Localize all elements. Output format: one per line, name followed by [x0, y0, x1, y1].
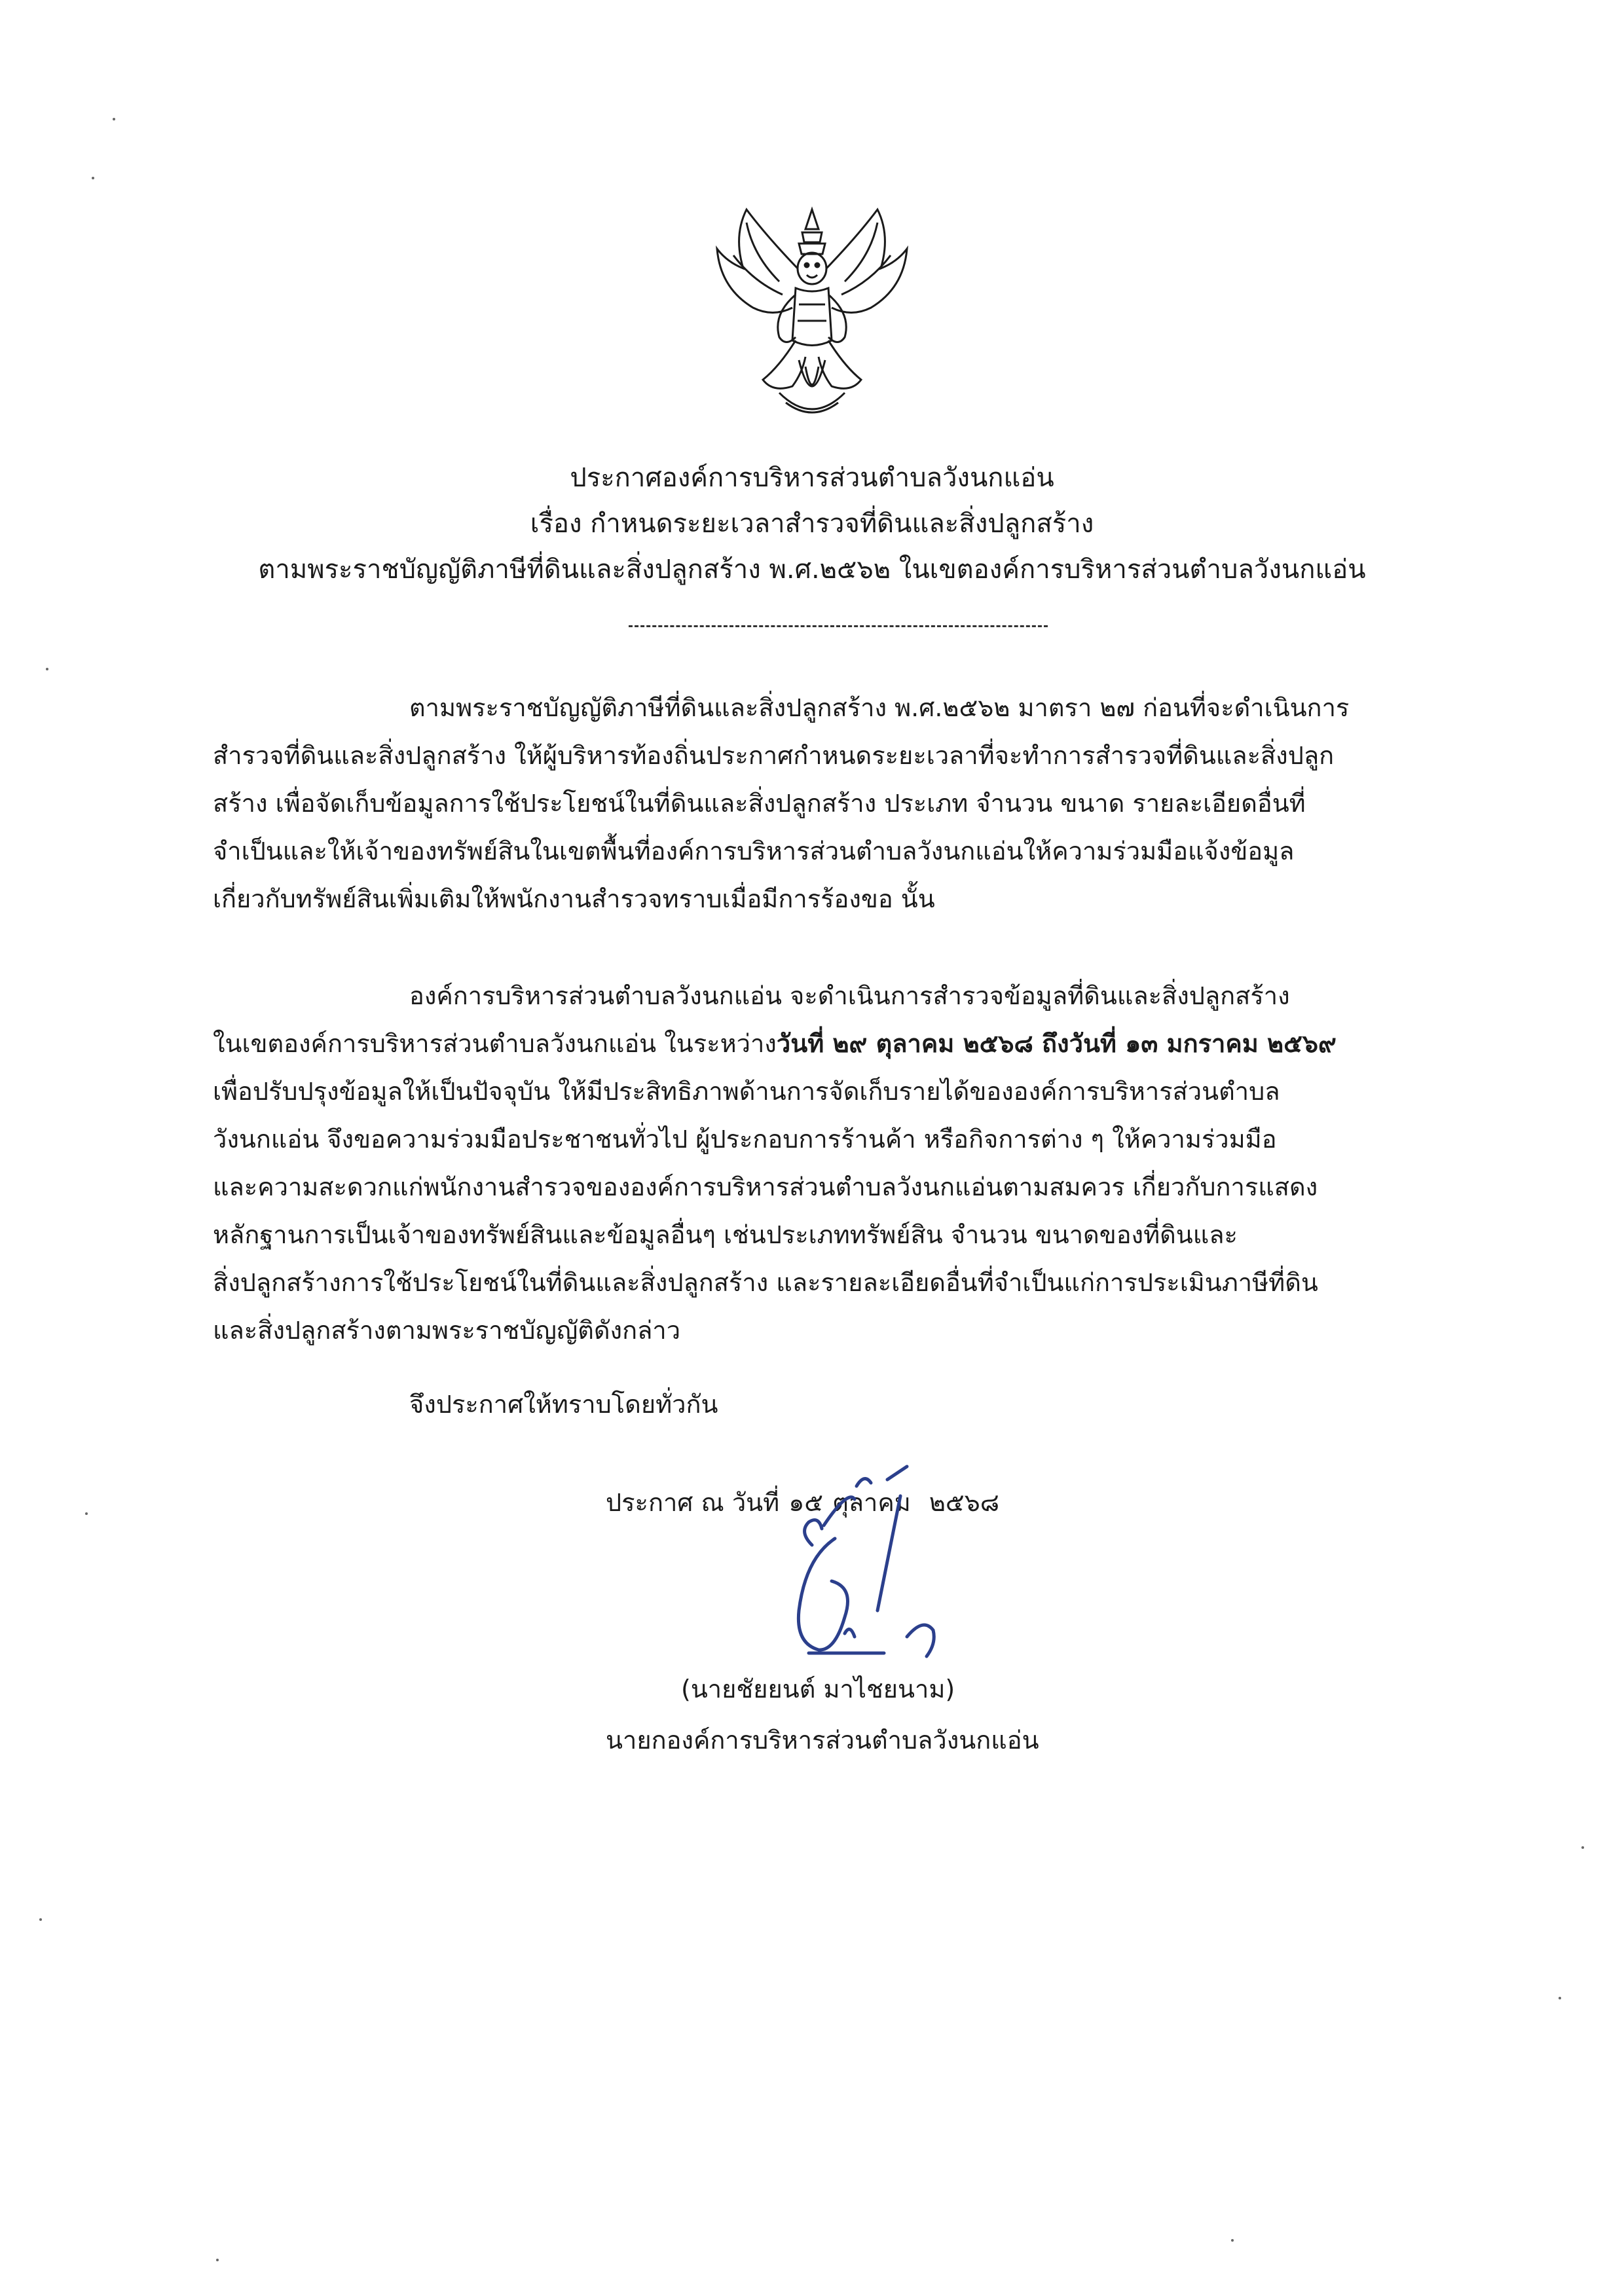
paragraph-line: จำเป็นและให้เจ้าของทรัพย์สินในเขตพื้นที่องค์การบริหารส่วนตำบลวังนกแอ่นให้ความร่วมมือแจ้งข้อมูล: [213, 837, 1295, 866]
dashed-divider: [629, 625, 1048, 627]
announcement-subject: เรื่อง กำหนดระยะเวลาสำรวจที่ดินและสิ่งปลูกสร้าง: [530, 509, 1094, 539]
paragraph-line: เพื่อปรับปรุงข้อมูลให้เป็นปัจจุบัน ให้มีประสิทธิภาพด้านการจัดเก็บรายได้ขององค์การบริหารส่วนตำบล: [213, 1077, 1280, 1106]
paragraph-line: เกี่ยวกับทรัพย์สินเพิ่มเติมให้พนักงานสำรวจทราบเมื่อมีการร้องขอ นั้น: [213, 884, 935, 913]
paragraph-legal-reference: [213, 684, 1457, 923]
paragraph-line: และสิ่งปลูกสร้างตามพระราชบัญญัติดังกล่าว: [213, 1316, 681, 1345]
scan-speck: [92, 177, 94, 179]
announcement-legal-basis: ตามพระราชบัญญัติภาษีที่ดินและสิ่งปลูกสร้าง พ.ศ.๒๕๖๒ ในเขตองค์การบริหารส่วนตำบลวังนกแอ่น: [258, 555, 1366, 585]
date-prefix: ประกาศ ณ วันที่: [606, 1488, 780, 1517]
closing-statement: จึงประกาศให้ทราบโดยทั่วกัน: [409, 1390, 718, 1419]
signer-title: นายกองค์การบริหารส่วนตำบลวังนกแอ่น: [606, 1726, 1039, 1755]
paragraph-line: หลักฐานการเป็นเจ้าของทรัพย์สินและข้อมูลอื่นๆ เช่นประเภททรัพย์สิน จำนวน ขนาดของที่ดินและ: [213, 1220, 1238, 1249]
scan-speck: [1559, 1997, 1561, 1999]
paragraph-line: วังนกแอ่น จึงขอความร่วมมือประชาชนทั่วไป ผู้ประกอบการร้านค้า หรือกิจการต่าง ๆ ให้ความร่วมมือ: [213, 1125, 1277, 1154]
scan-speck: [1231, 2239, 1234, 2242]
scan-speck: [85, 1512, 88, 1515]
signer-name: (นายชัยยนต์ มาไชยนาม): [681, 1675, 955, 1704]
paragraph-line: [213, 1020, 1457, 1068]
survey-period-text: วันที่ ๒๙ ตุลาคม ๒๕๖๘ ถึงวันที่ ๑๓ มกราคม ๒๕๖๙: [776, 1029, 1337, 1058]
date-month: ตุลาคม: [832, 1488, 911, 1517]
scan-speck: [46, 668, 48, 670]
paragraph-survey-notice: [213, 972, 1457, 1355]
signature-mark: [773, 1460, 995, 1683]
scan-speck: [39, 1918, 42, 1921]
paragraph-line: สำรวจที่ดินและสิ่งปลูกสร้าง ให้ผู้บริหารท้องถิ่นประกาศกำหนดระยะเวลาที่จะทำการสำรวจที่ดินและสิ่งปลูก: [213, 741, 1335, 770]
paragraph-line: สิ่งปลูกสร้างการใช้ประโยชน์ในที่ดินและสิ่งปลูกสร้าง และรายละเอียดอื่นที่จำเป็นแก่การประเมินภาษีที่ดิน: [213, 1268, 1318, 1297]
garuda-emblem-icon: [707, 196, 917, 432]
date-day: ๑๕: [788, 1488, 824, 1517]
scan-speck: [113, 118, 115, 120]
paragraph-line: และความสะดวกแก่พนักงานสำรวจขององค์การบริหารส่วนตำบลวังนกแอ่นตามสมควร เกี่ยวกับการแสดง: [213, 1173, 1318, 1201]
paragraph-line: สร้าง เพื่อจัดเก็บข้อมูลการใช้ประโยชน์ในที่ดินและสิ่งปลูกสร้าง ประเภท จำนวน ขนาด รายละเอียดอื่นที่: [213, 789, 1306, 818]
date-year: ๒๕๖๘: [929, 1488, 1000, 1517]
scan-speck: [216, 2259, 219, 2261]
paragraph-line: องค์การบริหารส่วนตำบลวังนกแอ่น จะดำเนินการสำรวจข้อมูลที่ดินและสิ่งปลูกสร้าง: [409, 981, 1290, 1010]
paragraph-line: ตามพระราชบัญญัติภาษีที่ดินและสิ่งปลูกสร้าง พ.ศ.๒๕๖๒ มาตรา ๒๗ ก่อนที่จะดำเนินการ: [409, 693, 1350, 722]
survey-location-text: ในเขตองค์การบริหารส่วนตำบลวังนกแอ่น ในระหว่าง: [213, 1029, 777, 1058]
scan-speck: [1581, 1846, 1584, 1849]
announcement-heading: ประกาศองค์การบริหารส่วนตำบลวังนกแอ่น: [570, 463, 1054, 493]
